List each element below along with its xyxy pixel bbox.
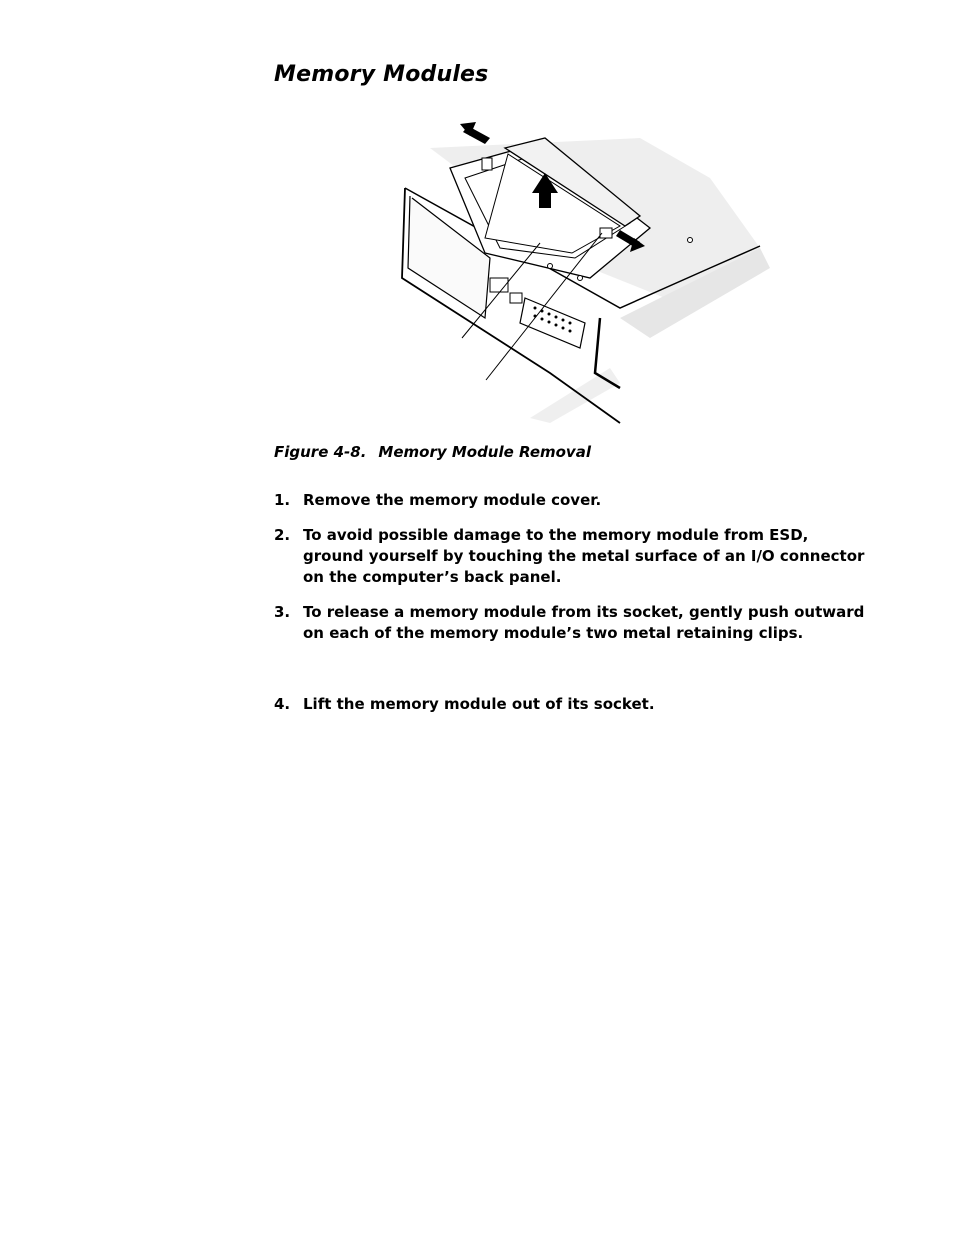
step-item: [274, 694, 874, 715]
step-number: 2.: [274, 526, 291, 544]
step-number: 4.: [274, 695, 291, 713]
step-item: [274, 490, 874, 511]
figure-number: Figure 4-8.: [274, 443, 367, 461]
figure-title: Memory Module Removal: [378, 443, 591, 461]
procedure-steps: [274, 490, 874, 715]
step-text: To release a memory module from its socket, gently push outward on each of the memory module’s two metal retaining clips.: [303, 603, 865, 642]
step-text: Lift the memory module out of its socket.: [303, 695, 655, 713]
memory-module-removal-illustration: [390, 118, 770, 430]
step-number: 3.: [274, 603, 291, 621]
step-item: [274, 602, 874, 644]
step-text: To avoid possible damage to the memory module from ESD, ground yourself by touching the metal surface of an I/O connector on the computer’s back panel.: [303, 526, 865, 586]
step-number: 1.: [274, 491, 291, 509]
page-heading: Memory Modules: [274, 62, 489, 87]
step-item: [274, 525, 874, 588]
step-text: Remove the memory module cover.: [303, 491, 602, 509]
figure-caption: [274, 443, 591, 461]
